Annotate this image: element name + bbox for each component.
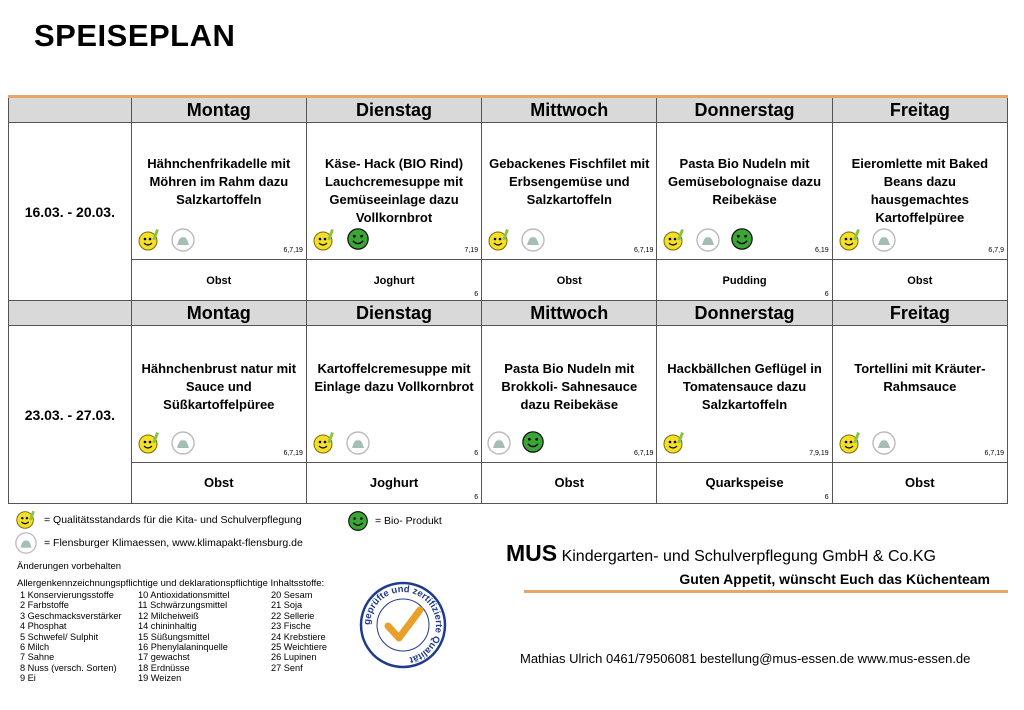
allergen-column [271, 590, 361, 684]
allergen-item: 3 Geschmacksverstärker [20, 610, 122, 621]
quality-icon [311, 430, 337, 456]
bio-smiley-icon [520, 430, 546, 456]
side-dish: Obst [907, 275, 933, 287]
slogan: Guten Appetit, wünscht Euch das Küchenteam [679, 571, 990, 587]
side-cell [482, 463, 657, 504]
day-header: Donnerstag [657, 301, 832, 326]
allergen-item: 6 Milch [20, 642, 50, 653]
meal-cell [832, 326, 1007, 463]
allergen-item: 5 Schwefel/ Sulphit [20, 631, 99, 642]
quality-icon [486, 227, 512, 253]
page-title: SPEISEPLAN [34, 18, 236, 53]
meal-icons [837, 227, 897, 253]
meal-row [9, 326, 1008, 463]
company-description: Kindergarten- und Schulverpflegung GmbH & Co.KG [557, 548, 936, 565]
allergen-codes: 6,7,19 [633, 450, 654, 457]
day-header: Freitag [832, 301, 1007, 326]
svg-text:geprüfte und zertifizierte Qua: geprüfte und zertifizierte Qualität [361, 583, 445, 666]
side-allergen-code: 6 [474, 494, 479, 501]
legend-quality-text: = Qualitätsstandards für die Kita- und Schulverpflegung [44, 514, 302, 526]
side-cell [131, 260, 306, 301]
allergen-item: 15 Süßungsmittel [138, 631, 210, 642]
side-cell [832, 260, 1007, 301]
header-corner [9, 301, 132, 326]
klima-icon [871, 430, 897, 456]
company-name [506, 540, 936, 567]
allergen-codes: 6,7,19 [283, 247, 303, 254]
allergen-codes: 6,7,19 [984, 450, 1004, 457]
quality-seal-logo [358, 580, 448, 670]
day-header: Mittwoch [482, 97, 657, 123]
side-row [9, 463, 1008, 504]
dish-name: Kartoffelcremesuppe mit Einlage dazu Vollkornbrot [314, 361, 474, 394]
allergen-item: 8 Nuss (versch. Sorten) [20, 662, 117, 673]
allergen-item: 21 Soja [271, 600, 303, 611]
meal-cell [482, 123, 657, 260]
side-cell [306, 463, 481, 504]
quality-icon [661, 227, 687, 253]
day-header-row [9, 301, 1008, 326]
side-dish: Obst [203, 475, 234, 490]
header-corner [9, 97, 132, 123]
quality-icon [661, 430, 687, 456]
meal-icons [486, 227, 546, 253]
side-cell [306, 260, 481, 301]
day-header-row [9, 97, 1008, 123]
day-header: Mittwoch [482, 301, 657, 326]
contact-line: Mathias Ulrich 0461/79506081 bestellung@mus-essen.de www.mus-essen.de [520, 651, 971, 666]
klima-icon [170, 430, 196, 456]
side-allergen-code: 6 [474, 291, 479, 298]
side-dish: Pudding [722, 275, 767, 287]
side-dish: Obst [206, 275, 232, 287]
side-cell [657, 260, 832, 301]
side-cell [482, 260, 657, 301]
legend-quality [14, 508, 302, 532]
week-dates: 23.03. - 27.03. [9, 326, 132, 504]
side-dish: Joghurt [373, 275, 415, 287]
side-cell [657, 463, 832, 504]
changes-note: Änderungen vorbehalten [17, 561, 122, 572]
dish-name: Hackbällchen Geflügel in Tomatensauce dazu Salzkartoffeln [667, 361, 822, 412]
quality-icon [136, 227, 162, 253]
allergen-codes: 7,9,19 [809, 450, 829, 457]
klima-icon [871, 227, 897, 253]
allergen-codes: 6,7,9 [988, 247, 1004, 254]
allergen-item: 27 Senf [271, 662, 303, 673]
allergen-codes: 6,19 [815, 247, 829, 254]
meal-cell [832, 123, 1007, 260]
quality-icon [311, 227, 337, 253]
menu-table [8, 95, 1008, 504]
day-header: Montag [131, 97, 306, 123]
allergen-item: 10 Antioxidationsmittel [138, 590, 230, 600]
allergen-title: Allergenkennzeichnungspflichtige und deklarationspflichtige Inhaltsstoffe: [17, 578, 325, 589]
day-header: Freitag [832, 97, 1007, 123]
side-dish: Obst [554, 475, 585, 490]
meal-icons [837, 430, 897, 456]
meal-cell [131, 326, 306, 463]
allergen-item: 7 Sahne [20, 652, 55, 663]
allergen-item: 19 Weizen [138, 673, 182, 684]
meal-cell [306, 326, 481, 463]
klima-icon [345, 430, 371, 456]
side-dish: Joghurt [369, 475, 419, 490]
allergen-item: 23 Fische [271, 621, 311, 632]
allergen-item: 12 Milcheiweiß [138, 610, 199, 621]
dish-name: Tortellini mit Kräuter-Rahmsauce [854, 361, 986, 394]
side-allergen-code: 6 [824, 291, 829, 298]
klima-icon [170, 227, 196, 253]
meal-cell [657, 123, 832, 260]
meal-icons [486, 430, 546, 456]
bio-smiley-icon [729, 227, 755, 253]
allergen-column [138, 590, 271, 684]
dish-name: Hähnchenbrust natur mit Sauce und Süßkartoffelpüree [141, 361, 297, 412]
legend-klima-text: = Flensburger Klimaessen, www.klimapakt-flensburg.de [44, 537, 303, 549]
side-row [9, 260, 1008, 301]
meal-cell [482, 326, 657, 463]
quality-icon [837, 227, 863, 253]
side-cell [131, 463, 306, 504]
legend-bio-text: = Bio- Produkt [375, 515, 442, 527]
day-header: Donnerstag [657, 97, 832, 123]
dish-name: Käse- Hack (BIO Rind) Lauchcremesuppe mit Gemüseeinlage dazu Vollkornbrot [325, 156, 464, 225]
meal-icons [311, 227, 371, 253]
allergen-item: 20 Sesam [271, 590, 313, 600]
legend-bio [347, 510, 442, 532]
quality-icon [837, 430, 863, 456]
meal-icons [661, 430, 687, 456]
side-dish: Obst [905, 475, 935, 490]
dish-name: Pasta Bio Nudeln mit Gemüsebolognaise dazu Reibekäse [667, 156, 822, 207]
allergen-codes: 6,7,19 [633, 247, 654, 254]
allergen-codes: 7,19 [464, 247, 479, 254]
side-allergen-code: 6 [824, 494, 829, 501]
allergen-item: 11 Schwärzungsmittel [138, 600, 228, 611]
allergen-list [20, 590, 361, 684]
meal-icons [311, 430, 371, 456]
allergen-codes: 6,7,19 [283, 450, 303, 457]
divider [524, 590, 1008, 593]
day-header: Dienstag [306, 97, 481, 123]
meal-icons [661, 227, 755, 253]
allergen-item: 25 Weichtiere [271, 642, 328, 653]
klima-icon [486, 430, 512, 456]
quality-icon [136, 430, 162, 456]
day-header: Dienstag [306, 301, 481, 326]
klima-icon [14, 531, 38, 555]
day-header: Montag [131, 301, 306, 326]
klima-icon [695, 227, 721, 253]
meal-icons [136, 430, 196, 456]
allergen-item: 16 Phenylalaninquelle [138, 642, 228, 653]
dish-name: Eieromlette mit Baked Beans dazu hausgemachtes Kartoffelpüree [851, 156, 989, 225]
side-cell [832, 463, 1007, 504]
meal-icons [136, 227, 196, 253]
dish-name: Hähnchenfrikadelle mit Möhren im Rahm dazu Salzkartoffeln [147, 156, 291, 207]
allergen-column [20, 590, 138, 684]
allergen-item: 22 Sellerie [271, 610, 315, 621]
bio-smiley-icon [347, 510, 369, 532]
week-dates: 16.03. - 20.03. [9, 123, 132, 301]
quality-icon [14, 508, 38, 532]
side-dish: Obst [556, 275, 582, 287]
meal-cell [131, 123, 306, 260]
klima-icon [520, 227, 546, 253]
meal-row [9, 123, 1008, 260]
allergen-item: 24 Krebstiere [271, 631, 326, 642]
legend-klima [14, 531, 303, 555]
allergen-codes: 6 [474, 450, 479, 457]
meal-cell [657, 326, 832, 463]
bio-smiley-icon [345, 227, 371, 253]
allergen-item: 1 Konservierungsstoffe [20, 590, 114, 600]
allergen-item: 26 Lupinen [271, 652, 317, 663]
meal-cell [306, 123, 481, 260]
allergen-item: 2 Farbstoffe [20, 600, 69, 611]
allergen-item: 14 chininhaltig [138, 621, 197, 632]
side-dish: Quarkspeise [705, 475, 784, 490]
dish-name: Gebackenes Fischfilet mit Erbsengemüse und Salzkartoffeln [489, 156, 650, 207]
dish-name: Pasta Bio Nudeln mit Brokkoli- Sahnesauce dazu Reibekäse [501, 361, 638, 412]
company-brand: MUS [506, 540, 558, 566]
allergen-item: 4 Phosphat [20, 621, 67, 632]
allergen-item: 17 gewachst [138, 652, 190, 663]
allergen-item: 18 Erdnüsse [138, 662, 190, 673]
allergen-item: 9 Ei [20, 673, 36, 684]
